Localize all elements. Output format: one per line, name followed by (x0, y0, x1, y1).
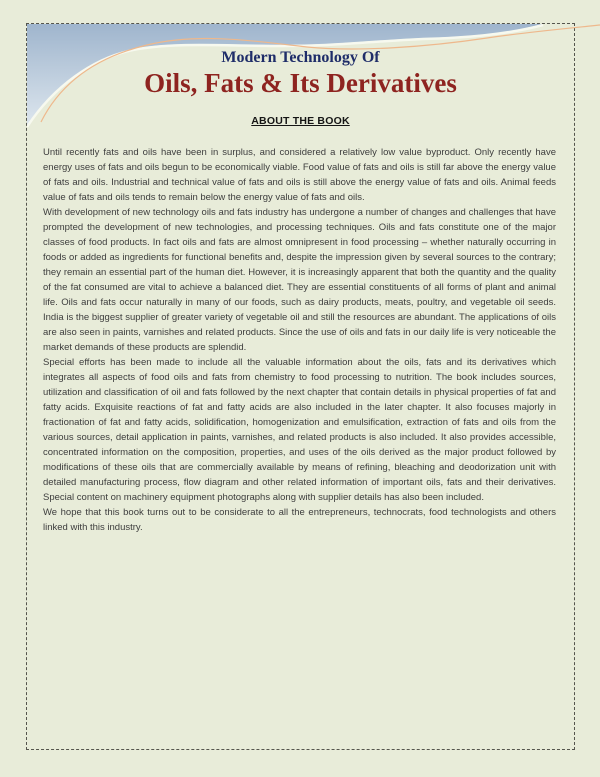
header (26, 49, 575, 127)
book-title: Oils, Fats & Its Derivatives (144, 68, 457, 98)
about-text-block (43, 145, 556, 535)
about-paragraph: Until recently fats and oils have been in surplus, and considered a relatively low value byproduct. Only recently have energy uses of fats and oils begun to be economically viable. Food value of fats and oils is still far above the energy value of fats and oils. Industrial and technical value of fats and oils is still above the energy value of fats and oils. Animal feeds value of fats and oils tends to remain below the energy value of fats and oils. (43, 147, 556, 203)
about-paragraph: With development of new technology oils and fats industry has undergone a number of changes and challenges that have prompted the development of new technologies, and processing techniques. Oils and fats constitute one of the major classes of food products. In fact oils and fats are almost omnipresent in food processing – whether naturally occurring in foods or added as ingredients for functional benefits and, despite the impression given by several sources to the contrary; they remain an essential part of the human diet. However, it is increasingly apparent that both the quantity and the quality of the fat consumed are vital to achieve a balanced diet. They are essential constituents of all forms of plant and animal life. Oils and fats occur naturally in many of our foods, such as dairy products, meats, poultry, and vegetable oil seeds. India is the biggest supplier of greater variety of vegetable oil and still the resources are abundant. The applications of oils are also seen in paints, varnishes and related products. Since the use of oils and fats in our daily life is very noticeable the market demands of these products are splendid. (43, 207, 556, 353)
about-paragraph: Special efforts has been made to include all the valuable information about the oils, fats and its derivatives which integrates all aspects of food oils and fats from chemistry to food processing to nutrition. The book includes sources, utilization and classification of oil and fats followed by the next chapter that contain details in physical properties of fat and fatty acids. Exquisite reactions of fat and fatty acids are also included in the later chapter. It also focuses majorly in fractionation of fat and fatty acids, solidification, homogenization and emulsification, extraction of fats and oils from the various sources, detail application in paints, varnishes, and related products is also included. It also provides accessible, concentrated information on the composition, properties, and uses of the oils derived as the major product followed by modifications of these oils that are commercially available by means of refining, bleaching and deodorization unit with detailed manufacturing process, flow diagram and other related information of important oils, fats and their derivatives. Special content on machinery equipment photographs along with supplier details has also been included. (43, 357, 556, 503)
section-heading: ABOUT THE BOOK (251, 115, 350, 127)
about-paragraph: We hope that this book turns out to be considerate to all the entrepreneurs, technocrats, food technologists and others linked with this industry. (43, 507, 556, 533)
title-prefix: Modern Technology Of (221, 49, 380, 66)
